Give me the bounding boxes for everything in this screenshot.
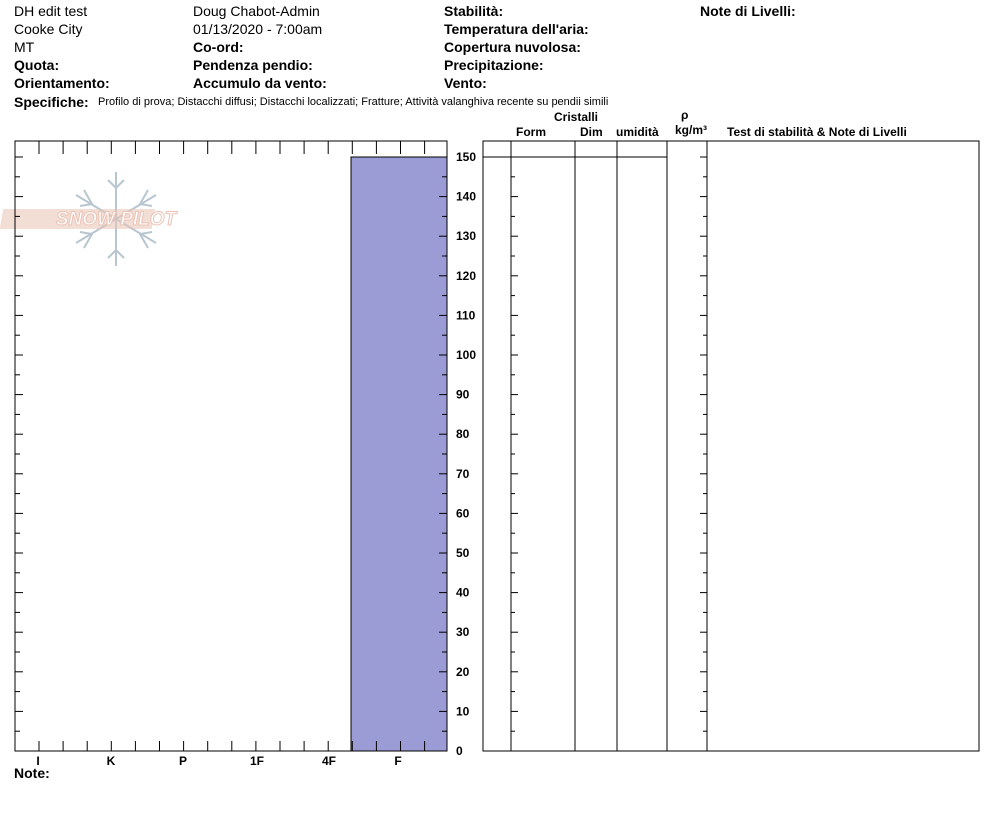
y-tick-label-100: 100	[456, 348, 477, 362]
observation-datetime: 01/13/2020 - 7:00am	[193, 21, 323, 37]
vento-label: Vento:	[444, 75, 487, 91]
y-tick-label-0: 0	[456, 744, 463, 758]
observer-name: Doug Chabot-Admin	[193, 3, 320, 19]
x-tick-label-1F: 1F	[249, 754, 265, 768]
y-tick-label-90: 90	[456, 387, 470, 402]
x-tick-label-I: I	[36, 754, 40, 768]
y-tick-label-50: 50	[456, 546, 470, 560]
y-tick-label-150: 150	[456, 150, 477, 164]
specifiche-value: Profilo di prova; Distacchi diffusi; Distacchi localizzati; Fratture; Attività valanghiva recente su pendii simili	[98, 96, 609, 108]
quota-label: Quota:	[14, 57, 60, 73]
x-tick-label-F: F	[394, 754, 402, 768]
crystal-table	[483, 141, 979, 751]
orientamento-label: Orientamento:	[14, 75, 110, 91]
y-tick-label-130: 130	[456, 229, 477, 244]
form-header: Form	[516, 125, 546, 139]
y-tick-label-80: 80	[456, 427, 470, 442]
table-frame	[483, 141, 979, 751]
y-tick-label-110: 110	[456, 308, 476, 323]
umidita-header: umidità	[616, 125, 659, 139]
temperatura-label: Temperatura dell'aria:	[444, 21, 589, 37]
y-tick-label-10: 10	[456, 704, 470, 719]
layer-bars	[351, 157, 447, 751]
y-tick-label-20: 20	[456, 664, 470, 679]
table-ticks	[511, 157, 707, 751]
specifiche-label: Specifiche:	[14, 94, 89, 110]
x-tick-label-4F: 4F	[321, 754, 337, 768]
location-name: DH edit test	[14, 3, 88, 19]
rho-header: ρ	[681, 108, 689, 122]
location-city: Cooke City	[14, 21, 83, 37]
note-livelli-label: Note di Livelli:	[700, 3, 796, 19]
x-tick-label-P: P	[178, 754, 188, 768]
y-tick-label-40: 40	[456, 585, 470, 600]
logo-text: SNOW PILOT	[55, 209, 177, 230]
coord-label: Co-ord:	[193, 39, 244, 55]
stabilita-label: Stabilità:	[444, 3, 504, 19]
note-label: Note:	[14, 765, 50, 781]
y-tick-label-60: 60	[456, 506, 470, 521]
copertura-label: Copertura nuvolosa:	[444, 39, 581, 55]
precipitazione-label: Precipitazione:	[444, 57, 544, 73]
dim-header: Dim	[580, 125, 603, 139]
accumulo-label: Accumulo da vento:	[193, 75, 327, 91]
y-tick-label-120: 120	[456, 268, 477, 283]
x-tick-label-K: K	[106, 754, 116, 768]
y-tick-label-140: 140	[456, 189, 477, 204]
density-unit-header: kg/m³	[675, 123, 708, 137]
y-tick-label-70: 70	[456, 466, 470, 481]
pendenza-label: Pendenza pendio:	[193, 57, 313, 73]
layer-bar-0	[351, 157, 447, 751]
cristalli-header: Cristalli	[554, 110, 599, 124]
y-tick-label-30: 30	[456, 625, 470, 640]
test-header: Test di stabilità & Note di Livelli	[727, 125, 907, 139]
location-state: MT	[14, 39, 35, 55]
